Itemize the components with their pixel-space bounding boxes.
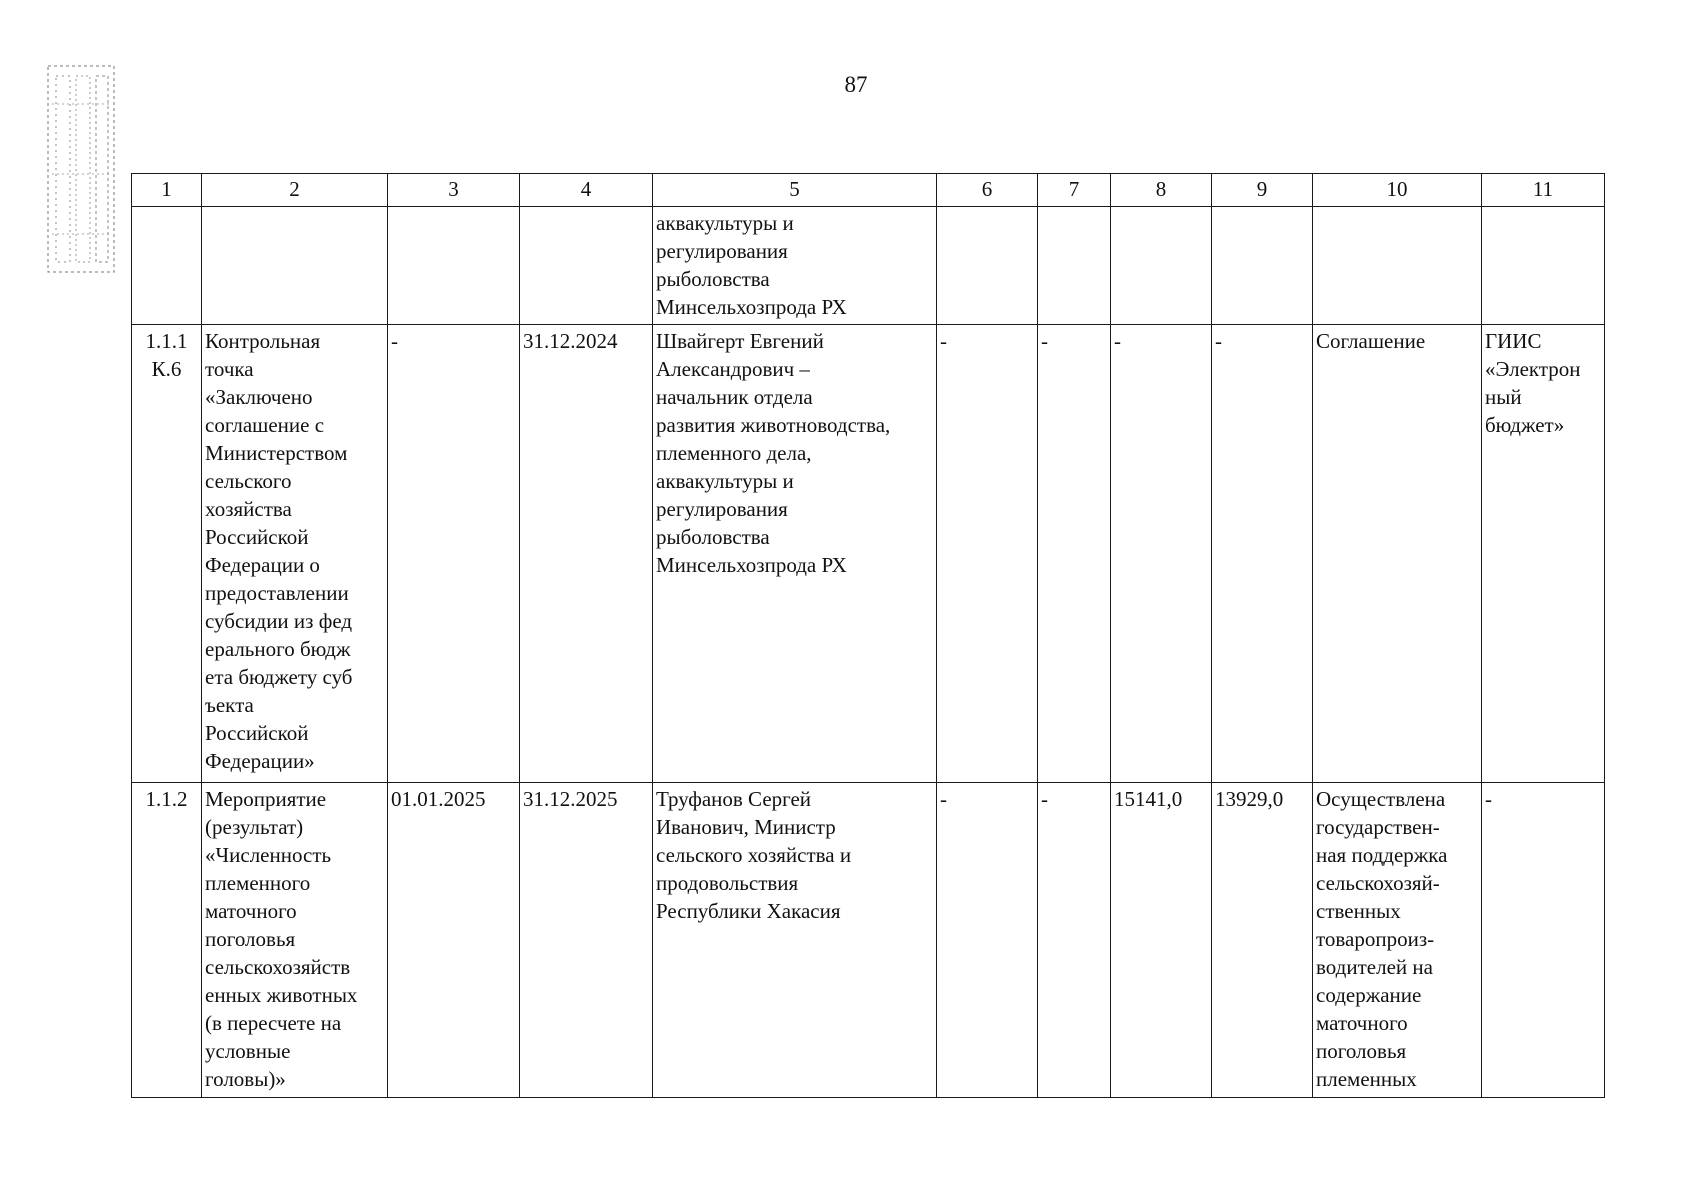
col7-cell: -: [1038, 783, 1111, 1098]
name-cell: Контрольная точка «Заключено соглашение с Министерством сельского хозяйства Российской Федерации о предоставлении субсидии из фед ерального бюдж ета бюджету суб ъекта Российской Федерации»: [202, 325, 388, 783]
header-cell-4: 4: [520, 174, 653, 207]
col8-cell: 15141,0: [1111, 783, 1212, 1098]
plan-table: [131, 173, 1605, 1098]
end-date-cell: 31.12.2024: [520, 325, 653, 783]
header-cell-5: 5: [653, 174, 937, 207]
end-date-cell: [520, 207, 653, 325]
start-date-cell: [388, 207, 520, 325]
end-date-cell: 31.12.2025: [520, 783, 653, 1098]
header-cell-2: 2: [202, 174, 388, 207]
col9-cell: -: [1212, 325, 1313, 783]
col6-cell: -: [937, 783, 1038, 1098]
row-number-cell: 1.1.2: [132, 783, 202, 1098]
row-number-cell: [132, 207, 202, 325]
header-cell-11: 11: [1482, 174, 1605, 207]
start-date-cell: 01.01.2025: [388, 783, 520, 1098]
result-cell: Осуществлена государствен- ная поддержка сельскохозяй- ственных товаропроиз- водителей на содержание маточного поголовья племенных: [1313, 783, 1482, 1098]
header-cell-3: 3: [388, 174, 520, 207]
responsible-cell: аквакультуры и регулирования рыболовства Минсельхозпрода РХ: [653, 207, 937, 325]
col7-cell: -: [1038, 325, 1111, 783]
registration-stamp-image: [46, 64, 116, 274]
name-cell: [202, 207, 388, 325]
header-cell-1: 1: [132, 174, 202, 207]
col6-cell: [937, 207, 1038, 325]
system-cell: [1482, 207, 1605, 325]
result-cell: [1313, 207, 1482, 325]
row-number-cell: 1.1.1 К.6: [132, 325, 202, 783]
col6-cell: -: [937, 325, 1038, 783]
col9-cell: [1212, 207, 1313, 325]
name-cell: Мероприятие (результат) «Численность племенного маточного поголовья сельскохозяйств енных животных (в пересчете на условные головы)»: [202, 783, 388, 1098]
column-number-header-row: [132, 174, 1605, 207]
table-row: [132, 325, 1605, 783]
header-cell-8: 8: [1111, 174, 1212, 207]
system-cell: -: [1482, 783, 1605, 1098]
header-cell-9: 9: [1212, 174, 1313, 207]
header-cell-6: 6: [937, 174, 1038, 207]
col8-cell: [1111, 207, 1212, 325]
responsible-cell: Швайгерт Евгений Александрович – начальник отдела развития животноводства, племенного дела, аквакультуры и регулирования рыболовства Минсельхозпрода РХ: [653, 325, 937, 783]
system-cell: ГИИС «Электрон ный бюджет»: [1482, 325, 1605, 783]
header-cell-10: 10: [1313, 174, 1482, 207]
table-row: [132, 783, 1605, 1098]
start-date-cell: -: [388, 325, 520, 783]
page-number: 87: [844, 72, 868, 97]
col7-cell: [1038, 207, 1111, 325]
result-cell: Соглашение: [1313, 325, 1482, 783]
responsible-cell: Труфанов Сергей Иванович, Министр сельского хозяйства и продовольствия Республики Хакасия: [653, 783, 937, 1098]
col9-cell: 13929,0: [1212, 783, 1313, 1098]
header-cell-7: 7: [1038, 174, 1111, 207]
table-row: [132, 207, 1605, 325]
col8-cell: -: [1111, 325, 1212, 783]
